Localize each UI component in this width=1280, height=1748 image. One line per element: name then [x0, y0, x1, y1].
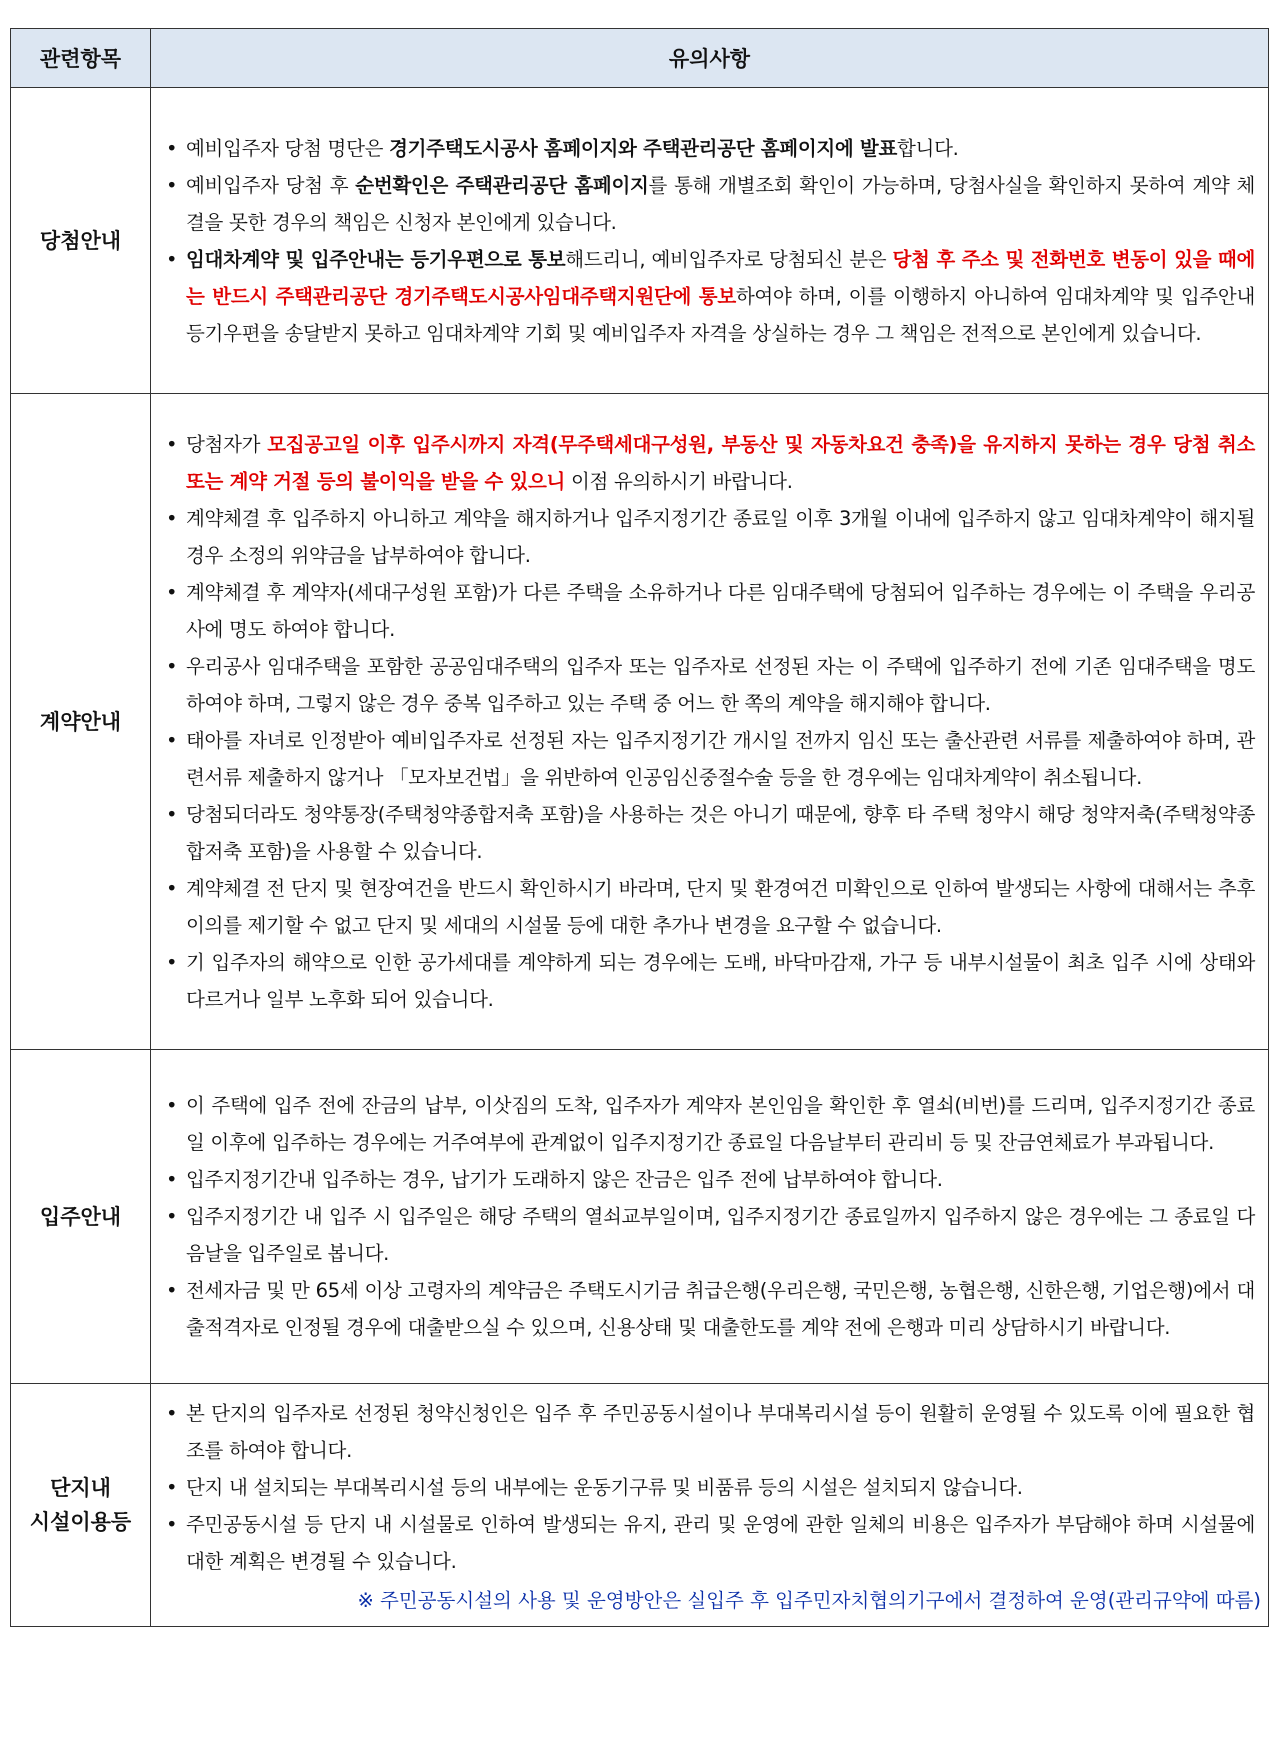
warning-text: 당첨 후 주소 및 전화번호 변동이 있을 때에는 반드시 주택관리공단 경기주택도시공사임대주택지원단에 통보 — [186, 247, 1255, 308]
header-category: 관련항목 — [11, 29, 151, 88]
list-item: • 우리공사 임대주택을 포함한 공공임대주택의 입주자 또는 입주자로 선정된 자는 이 주택에 입주하기 전에 기존 임대주택을 명도하여야 하며, 그렇지 않은 경우 중복 입주하고 있는 주택 중 어느 한 쪽의 계약을 해지해야 합니다. — [164, 648, 1255, 722]
text: 하여야 하며, 이를 이행하지 아니하여 임대차계약 및 입주안내 등기우편을 송달받지 못하고 임대차계약 기회 및 예비입주자 자격을 상실하는 경우 그 책임은 전적으로 본인에게 있습니다. — [186, 284, 1255, 345]
header-row — [11, 29, 1269, 88]
notes-list — [152, 1077, 1267, 1356]
text: 예비입주자 당첨 명단은 — [186, 136, 390, 160]
section-title-line1: 단지내 — [50, 1476, 111, 1500]
emphasis-text: 순번확인은 주택관리공단 홈페이지 — [355, 173, 649, 197]
section-title: 입주안내 — [11, 1050, 151, 1384]
section-content — [151, 1050, 1269, 1384]
section-title-line2: 시설이용등 — [29, 1510, 132, 1534]
notice-table-wrapper — [10, 28, 1268, 1627]
text: 이점 유의하시기 바랍니다. — [565, 469, 793, 493]
list-item: • 입주지정기간내 입주하는 경우, 납기가 도래하지 않은 잔금은 입주 전에 납부하여야 합니다. — [164, 1161, 1255, 1198]
text: 를 통해 개별조회 확인이 가능하며, 당첨사실을 확인하지 못하여 계약 체결을 못한 경우의 책임은 신청자 본인에게 있습니다. — [186, 173, 1255, 234]
header-notes: 유의사항 — [151, 29, 1269, 88]
notes-list — [152, 120, 1267, 362]
section-content — [151, 1384, 1269, 1627]
section-move-in — [11, 1050, 1269, 1384]
list-item: • 계약체결 후 계약자(세대구성원 포함)가 다른 주택을 소유하거나 다른 임대주택에 당첨되어 입주하는 경우에는 이 주택을 우리공사에 명도 하여야 합니다. — [164, 574, 1255, 648]
warning-text: 모집공고일 이후 입주시까지 자격(무주택세대구성원, 부동산 및 자동차요건 충족)을 유지하지 못하는 경우 당첨 취소 또는 계약 거절 등의 불이익을 받을 수 있으니 — [186, 432, 1255, 493]
section-title: 당첨안내 — [11, 88, 151, 394]
list-item: • 본 단지의 입주자로 선정된 청약신청인은 입주 후 주민공동시설이나 부대복리시설 등이 원활히 운영될 수 있도록 이에 필요한 협조를 하여야 합니다. — [164, 1395, 1255, 1469]
list-item: • 입주지정기간 내 입주 시 입주일은 해당 주택의 열쇠교부일이며, 입주지정기간 종료일까지 입주하지 않은 경우에는 그 종료일 다음날을 입주일로 봅니다. — [164, 1198, 1255, 1272]
section-contract — [11, 394, 1269, 1050]
section-winning — [11, 88, 1269, 394]
list-item: • 주민공동시설 등 단지 내 시설물로 인하여 발생되는 유지, 관리 및 운영에 관한 일체의 비용은 입주자가 부담해야 하며 시설물에 대한 계획은 변경될 수 있습니다. — [164, 1506, 1255, 1580]
list-item — [164, 426, 1255, 500]
list-item: • 전세자금 및 만 65세 이상 고령자의 계약금은 주택도시기금 취급은행(우리은행, 국민은행, 농협은행, 신한은행, 기업은행)에서 대출적격자로 인정될 경우에 대출받으실 수 있으며, 신용상태 및 대출한도를 계약 전에 은행과 미리 상담하시기 바랍니다. — [164, 1272, 1255, 1346]
emphasis-text: 경기주택도시공사 홈페이지와 주택관리공단 홈페이지에 발표 — [389, 136, 897, 160]
list-item: • 계약체결 후 입주하지 아니하고 계약을 해지하거나 입주지정기간 종료일 이후 3개월 이내에 입주하지 않고 임대차계약이 해지될 경우 소정의 위약금을 납부하여야 합니다. — [164, 500, 1255, 574]
section-title — [11, 1384, 151, 1627]
notes-list — [152, 416, 1267, 1028]
list-item — [164, 241, 1255, 352]
list-item: • 기 입주자의 해약으로 인한 공가세대를 계약하게 되는 경우에는 도배, 바닥마감재, 가구 등 내부시설물이 최초 입주 시에 상태와 다르거나 일부 노후화 되어 있습니다. — [164, 944, 1255, 1018]
section-content — [151, 88, 1269, 394]
section-title: 계약안내 — [11, 394, 151, 1050]
list-item: • 태아를 자녀로 인정받아 예비입주자로 선정된 자는 입주지정기간 개시일 전까지 임신 또는 출산관련 서류를 제출하여야 하며, 관련서류 제출하지 않거나 「모자보건법」을 위반하여 인공임신중절수술 등을 한 경우에는 임대차계약이 취소됩니다. — [164, 722, 1255, 796]
section-content — [151, 394, 1269, 1050]
list-item: • 이 주택에 입주 전에 잔금의 납부, 이삿짐의 도착, 입주자가 계약자 본인임을 확인한 후 열쇠(비번)를 드리며, 입주지정기간 종료일 이후에 입주하는 경우에는 거주여부에 관계없이 입주지정기간 종료일 다음날부터 관리비 등 및 잔금연체료가 부과됩니다. — [164, 1087, 1255, 1161]
emphasis-text: 임대차계약 및 입주안내는 등기우편으로 통보 — [186, 247, 566, 271]
text: 합니다. — [897, 136, 959, 160]
text: 당첨자가 — [186, 432, 268, 456]
list-item: • 단지 내 설치되는 부대복리시설 등의 내부에는 운동기구류 및 비품류 등의 시설은 설치되지 않습니다. — [164, 1469, 1255, 1506]
list-item: • 계약체결 전 단지 및 현장여건을 반드시 확인하시기 바라며, 단지 및 환경여건 미확인으로 인하여 발생되는 사항에 대해서는 추후 이의를 제기할 수 없고 단지 및 세대의 시설물 등에 대한 추가나 변경을 요구할 수 없습니다. — [164, 870, 1255, 944]
list-item — [164, 130, 1255, 167]
list-item — [164, 167, 1255, 241]
list-item: • 당첨되더라도 청약통장(주택청약종합저축 포함)을 사용하는 것은 아니기 때문에, 향후 타 주택 청약시 해당 청약저축(주택청약종합저축 포함)을 사용할 수 있습니다. — [164, 796, 1255, 870]
facility-note: ※ 주민공동시설의 사용 및 운영방안은 실입주 후 입주민자치협의기구에서 결정하여 운영(관리규약에 따름) — [357, 1589, 1261, 1612]
section-facilities — [11, 1384, 1269, 1627]
notice-table — [10, 28, 1269, 1627]
notes-list — [152, 1385, 1267, 1582]
text: 예비입주자 당첨 후 — [186, 173, 356, 197]
text: 해드리니, 예비입주자로 당첨되신 분은 — [565, 247, 893, 271]
